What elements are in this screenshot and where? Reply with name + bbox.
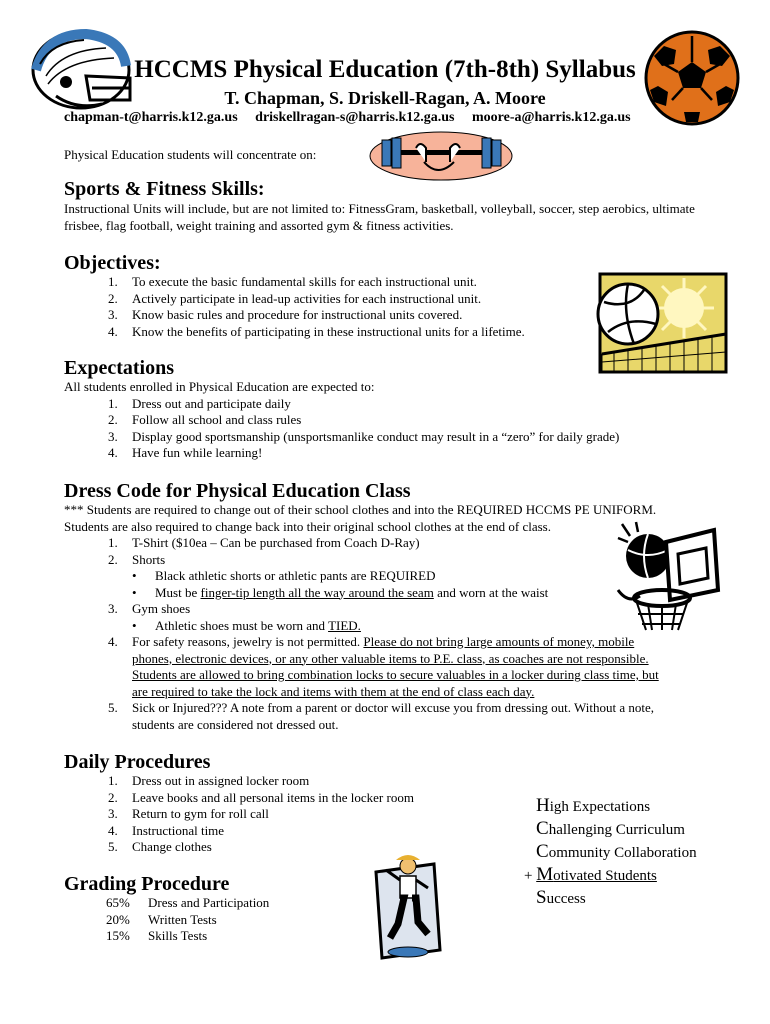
section-heading-dress-code: Dress Code for Physical Education Class bbox=[64, 480, 411, 502]
page-title: HCCMS Physical Education (7th-8th) Syllabus bbox=[134, 56, 636, 83]
section-heading-sports: Sports & Fitness Skills: bbox=[64, 178, 265, 200]
table-row: 65% Dress and Participation bbox=[106, 895, 270, 910]
motto-list bbox=[524, 795, 697, 910]
motto-line: Success bbox=[536, 887, 586, 908]
volleyball-net-icon bbox=[594, 272, 728, 374]
email-link[interactable]: moore-a@harris.k12.ga.us bbox=[471, 110, 631, 125]
list-item: • Black athletic shorts or athletic pants are REQUIRED bbox=[64, 568, 744, 585]
list-item: 2. Shorts bbox=[108, 551, 166, 567]
list-item: 3. Gym shoes bbox=[108, 601, 191, 616]
section-heading-objectives: Objectives: bbox=[64, 252, 161, 274]
motto-line: Challenging Curriculum bbox=[536, 818, 685, 839]
expectations-lead: All students enrolled in Physical Education are expected to: bbox=[64, 379, 375, 394]
motto-line: Community Collaboration bbox=[536, 841, 697, 862]
list-item: 1. T-Shirt ($10ea – Can be purchased from Coach D-Ray) bbox=[108, 535, 420, 550]
list-item: • Must be finger-tip length all the way around the seam and worn at the waist bbox=[64, 585, 744, 602]
section-heading-expectations: Expectations bbox=[64, 357, 174, 379]
list-item: • Athletic shoes must be worn and TIED. bbox=[64, 618, 744, 635]
list-item: 5. Change clothes bbox=[108, 839, 212, 854]
list-item: 4. For safety reasons, jewelry is not permitted. Please do not bring large amounts of money, mobile phones, electronic devices, or any other valuable items to P.E. class, as coaches are not responsible. Students are allowed to bring combination locks to secure valuables in a locker during class time, but are required to take the lock and items with them at the end of class each day. bbox=[108, 634, 659, 699]
table-row: 15% Skills Tests bbox=[106, 928, 208, 943]
dress-lead: Students are also required to change back into their original school clothes at the end of class. bbox=[64, 518, 551, 534]
basketball-hoop-icon bbox=[614, 520, 722, 632]
list-item: 2. Leave books and all personal items in the locker room bbox=[108, 789, 414, 805]
list-item: 5. Sick or Injured??? A note from a parent or doctor will excuse you from dressing out. Without a note, students are considered not dressed out. bbox=[108, 700, 654, 732]
list-item: 4. Know the benefits of participating in these instructional units for a lifetime. bbox=[108, 323, 525, 339]
motto-line: High Expectations bbox=[536, 795, 651, 816]
list-item: 3. Return to gym for roll call bbox=[108, 806, 269, 821]
list-item: 3. Display good sportsmanship (unsportsmanlike conduct may result in a “zero” for daily grade) bbox=[108, 428, 620, 444]
sports-text: Instructional Units will include, but are not limited to: FitnessGram, basketball, volleyball, soccer, step aerobics, ultimate frisbee, flag football, weight training and assorted gym & fitness activities. bbox=[64, 201, 695, 233]
weightlifting-icon bbox=[368, 130, 514, 182]
list-item: 3. Know basic rules and procedure for instructional units covered. bbox=[108, 307, 463, 322]
table-row: 20% Written Tests bbox=[106, 911, 217, 927]
list-item: 1. Dress out and participate daily bbox=[108, 395, 291, 411]
list-item: 1. Dress out in assigned locker room bbox=[108, 773, 310, 788]
author-names: T. Chapman, S. Driskell-Ragan, A. Moore bbox=[224, 88, 546, 108]
email-link[interactable]: driskellragan-s@harris.k12.ga.us bbox=[255, 110, 455, 125]
list-item: 2. Follow all school and class rules bbox=[108, 412, 302, 427]
dress-lead: *** Students are required to change out of their school clothes and into the REQUIRED HCCMS PE UNIFORM. bbox=[64, 502, 657, 517]
aerobics-woman-icon bbox=[368, 850, 448, 962]
section-heading-daily-procedures: Daily Procedures bbox=[64, 751, 211, 773]
list-item: 1. To execute the basic fundamental skills for each instructional unit. bbox=[108, 274, 477, 289]
intro-text: Physical Education students will concentrate on: bbox=[64, 147, 317, 162]
objectives-list bbox=[64, 274, 604, 340]
daily-procedures-list bbox=[64, 773, 484, 856]
list-item: 4. Instructional time bbox=[108, 822, 225, 838]
email-list bbox=[64, 110, 645, 126]
section-heading-grading: Grading Procedure bbox=[64, 873, 230, 895]
list-item: 2. Actively participate in lead-up activities for each instructional unit. bbox=[108, 290, 482, 306]
motto-line: + Motivated Students bbox=[524, 864, 657, 885]
email-link[interactable]: chapman-t@harris.k12.ga.us bbox=[64, 110, 238, 125]
grading-table bbox=[106, 895, 269, 945]
list-item: 4. Have fun while learning! bbox=[108, 445, 263, 460]
expectations-list bbox=[64, 396, 724, 462]
